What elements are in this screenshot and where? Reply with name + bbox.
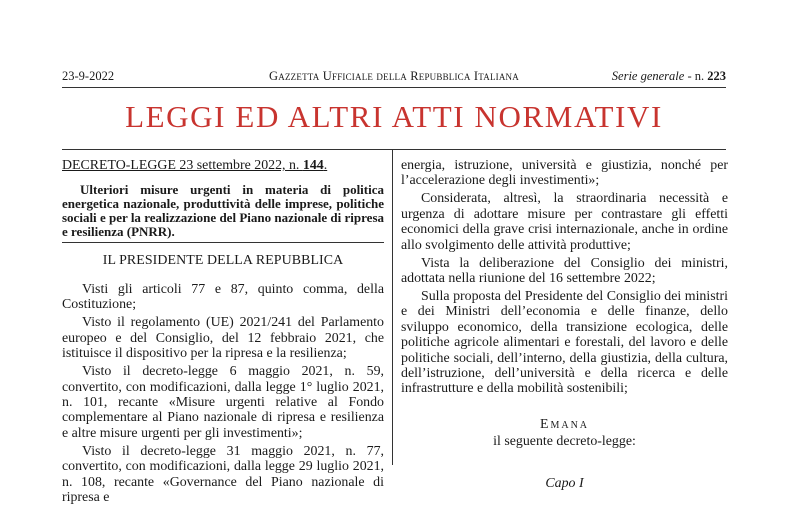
presidente-heading: IL PRESIDENTE DELLA REPUBBLICA: [102, 252, 344, 268]
decreto-subject-text: Ulteriori misure urgenti in materia di politica energetica nazionale, produttività delle imprese, politiche sociali e per la realizzazione del Piano nazionale di ripresa e resilienza (PNRR).: [62, 182, 384, 239]
serie-info: [612, 68, 726, 84]
paragraph: Visto il regolamento (UE) 2021/241 del Parlamento europeo e del Consiglio, del 12 febbraio 2021, che istituisce il dispositivo per la ripresa e la resilienza;: [62, 315, 384, 362]
right-column: [401, 158, 728, 494]
paragraph: Visto il decreto-legge 6 maggio 2021, n. 59, convertito, con modificazioni, dalla legge 1° luglio 2021, n. 101, recante «Misure urgenti relative al Fondo complementare al Piano nazionale di ripresa e resilienza e altre misure urgenti per gli investimenti»;: [62, 364, 384, 441]
paragraph: Visti gli articoli 77 e 87, quinto comma, della Costituzione;: [62, 282, 384, 313]
page-header: [62, 68, 726, 84]
decreto-number: 144: [302, 158, 324, 173]
serie-sep: - n.: [684, 69, 708, 83]
section-title: LEGGI ED ALTRI ATTI NORMATIVI: [125, 99, 663, 134]
decreto-heading: [62, 158, 384, 173]
capo-heading: Capo I: [545, 475, 584, 491]
serie-number: 223: [707, 69, 726, 83]
header-rule: [62, 87, 726, 88]
emana-heading: Emana: [539, 416, 590, 432]
gazzetta-title: Gazzetta Ufficiale della Repubblica Italiana: [269, 69, 519, 83]
column-divider: [392, 149, 393, 465]
paragraph: Sulla proposta del Presidente del Consiglio dei ministri e dei Ministri dell’economia e delle finanze, dello sviluppo economico, della transizione ecologica, delle politiche agricole alimentari e forestali, del lavoro e delle politiche sociali, dell’interno, della giustizia, della cultura, dell’istruzione, dell’università e della ricerca e delle infrastrutture e della mobilità sostenibili;: [401, 289, 728, 397]
decreto-end: .: [323, 158, 328, 173]
paragraph: Considerata, altresì, la straordinaria necessità e urgenza di adottare misure per contrastare gli effetti economici della grave crisi internazionale, anche in ordine allo svolgimento delle attività produttive;: [401, 191, 728, 253]
paragraph: Visto il decreto-legge 31 maggio 2021, n. 77, convertito, con modificazioni, dalla legge 29 luglio 2021, n. 108, recante «Governance del Piano nazionale di ripresa e: [62, 443, 384, 506]
left-column: [62, 158, 384, 508]
issue-date: 23-9-2022: [62, 69, 115, 83]
decreto-subject: [62, 183, 384, 242]
paragraph: energia, istruzione, università e giustizia, nonché per l’accelerazione degli investimenti»;: [401, 158, 728, 189]
seguente-line: il seguente decreto-legge:: [493, 434, 636, 450]
title-rule: [62, 149, 726, 150]
decreto-label: DECRETO-LEGGE 23 settembre 2022, n.: [62, 158, 303, 173]
serie-label: Serie generale: [611, 69, 685, 83]
paragraph: Vista la deliberazione del Consiglio dei ministri, adottata nella riunione del 16 settembre 2022;: [401, 255, 728, 287]
